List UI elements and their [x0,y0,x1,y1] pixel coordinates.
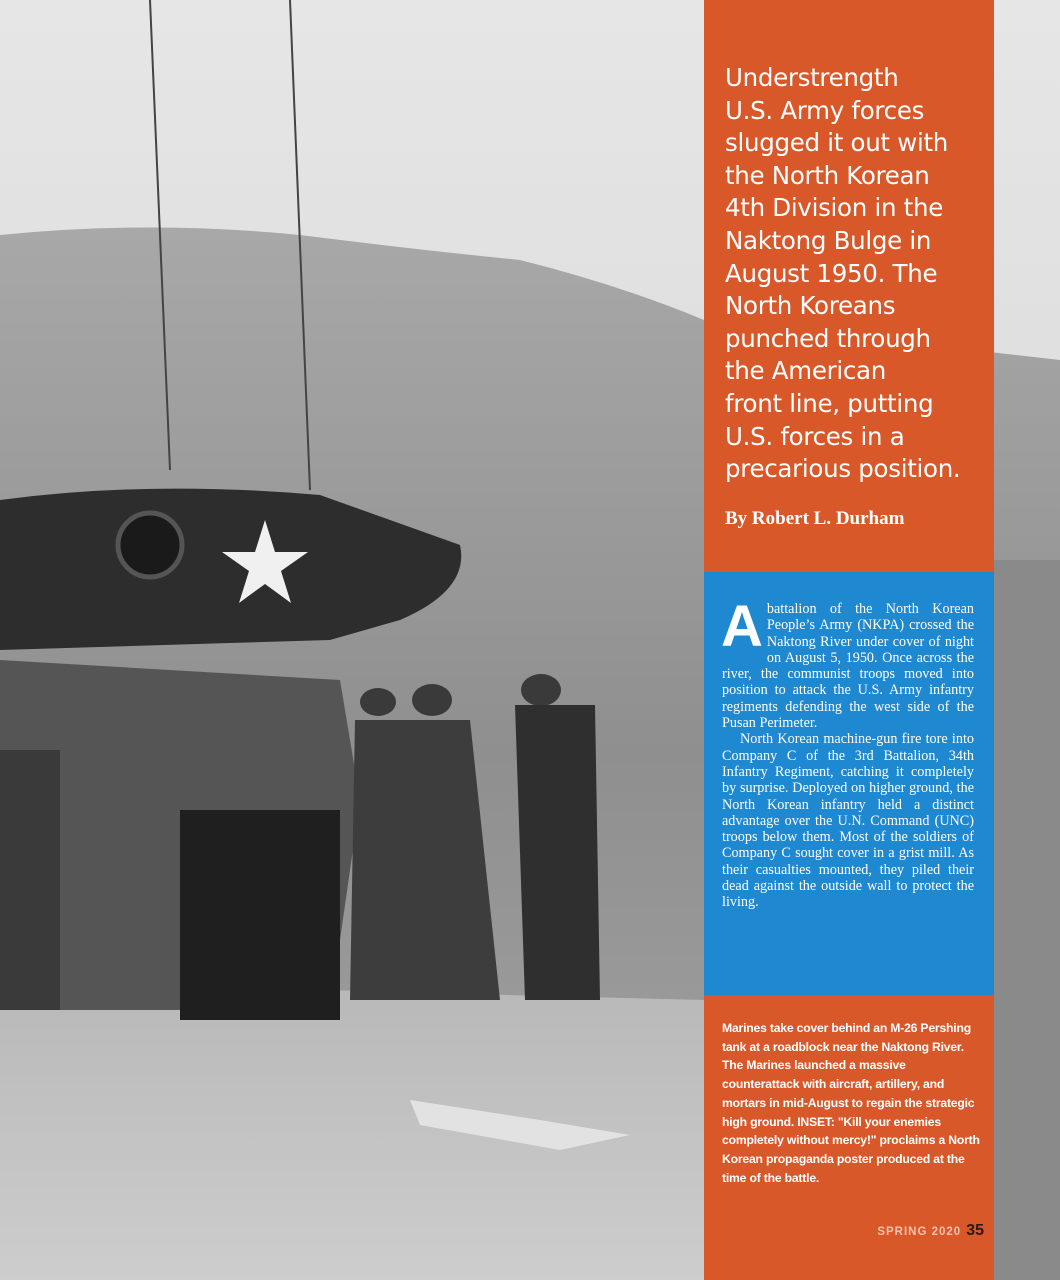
headline-line: punched through [725,323,931,353]
headline-line: the North Korean [725,160,930,190]
headline-line: U.S. forces in a [725,421,905,451]
headline-line: slugged it out with [725,128,949,158]
folio [877,1222,984,1240]
drop-cap: A [721,594,763,659]
headline-line: North Koreans [725,291,896,321]
paragraph-1 [721,594,974,732]
headline-line: Naktong Bulge in [725,225,932,255]
headline-line: U.S. Army forces [725,95,925,125]
headline-line: the American [725,356,886,386]
headline-line: 4th Division in the [725,193,943,223]
byline: By Robert L. Durham [725,508,905,529]
headline-line: August 1950. The [725,258,938,288]
issue-season: SPRING 2020 [877,1226,962,1238]
paragraph-2: North Korean machine-gun fire tore into Company C of the 3rd Battalion, 34th Infantry Regiment, catching it completely by surprise. Deployed on higher ground, the North Korean infantry held a distinct advantage over the U.N. Command (UNC) troops below them. Most of the soldiers of Company C sought cover in a grist mill. As their casualties mounted, they piled their dead against the outside wall to protect the living. [722,731,974,911]
page-number: 35 [966,1222,984,1239]
headline-line: precarious position. [725,454,961,484]
paragraph-1-text: battalion of the North Korean People’s Army (NKPA) crossed the Naktong River under cover of night on August 5, 1950. Once across the river, the communist troops moved into position to attack the U.S. Army infantry regiments defending the west side of the Pusan Perimeter. [722,601,974,732]
photo-caption: Marines take cover behind an M-26 Pershing tank at a roadblock near the Naktong River. The Marines launched a massive counterattack with aircraft, artillery, and mortars in mid-August to regain the strategic high ground. INSET: "Kill your enemies completely without mercy!" proclaims a North Korean propaganda poster produced at the time of the battle. [722,1021,980,1185]
article-headline [725,62,985,486]
article-body [721,594,974,911]
headline-line: front line, putting [725,388,934,418]
headline-line: Understrength [725,63,899,92]
